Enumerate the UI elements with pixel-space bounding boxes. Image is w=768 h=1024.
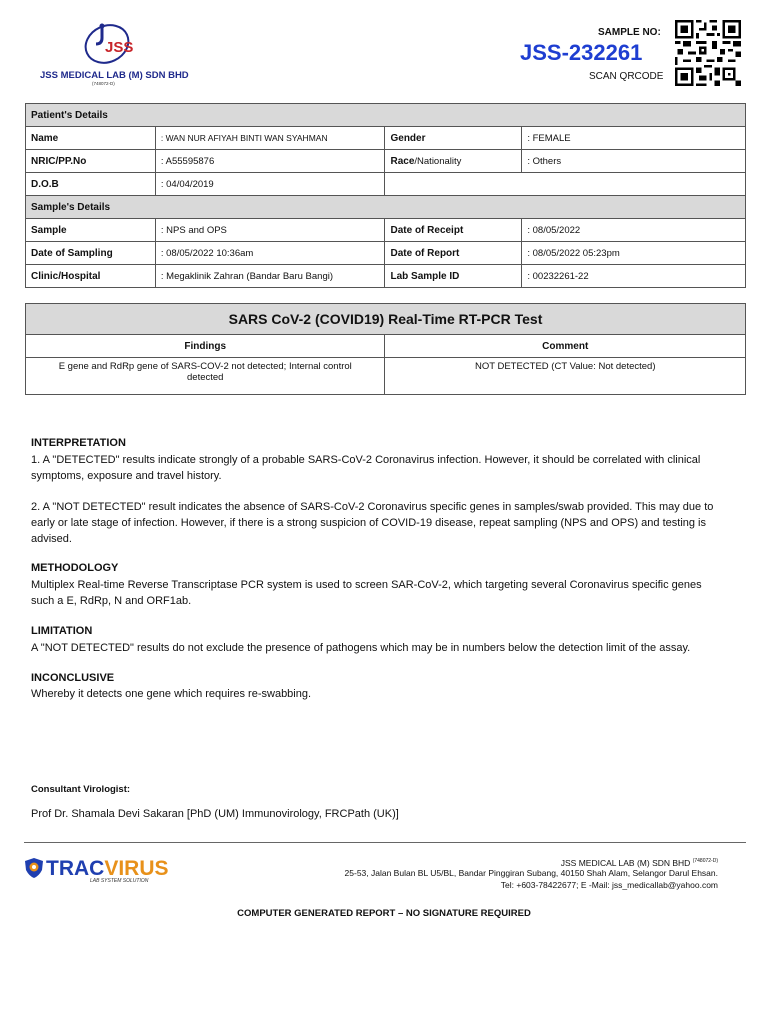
comment-header: Comment	[385, 335, 746, 358]
methodology-line-1: Multiplex Real-time Reverse Transcriptase PCR system is used to screen SAR-CoV-2, which targeting several Coronavirus specific genes	[31, 579, 702, 591]
details-table	[25, 103, 746, 288]
clinic-value: : Megaklinik Zahran (Bandar Baru Bangi)	[155, 265, 385, 288]
interpretation-p2-line-2: early or late stage of infection. However, if there is a strong suspicion of COVID-19 disease, repeat sampling (NPS and OPS) and testing is	[31, 517, 707, 529]
race-label: Race	[390, 155, 415, 167]
footer-contact: Tel: +603-78422677; E -Mail: jss_medicallab@yahoo.com	[500, 880, 718, 890]
date-of-sampling-label: Date of Sampling	[26, 242, 156, 265]
lab-name: JSS MEDICAL LAB (M) SDN BHD	[40, 70, 189, 81]
methodology-heading: METHODOLOGY	[31, 562, 119, 574]
findings-line-1: E gene and RdRp gene of SARS-COV-2 not detected; Internal control	[58, 361, 352, 372]
gender-value: : FEMALE	[522, 127, 746, 150]
name-label: Name	[26, 127, 156, 150]
interpretation-p2-line-3: advised.	[31, 533, 72, 545]
race-value: : Others	[522, 150, 746, 173]
date-of-receipt-value: : 08/05/2022	[522, 219, 746, 242]
interpretation-paragraph-2	[31, 499, 731, 547]
sample-label: Sample	[26, 219, 156, 242]
findings-cell	[26, 358, 385, 395]
empty-cell	[385, 173, 746, 196]
interpretation-p2-line-1: 2. A "NOT DETECTED" result indicates the absence of SARS-CoV-2 Coronavirus specific genes in samples/swab provided. This may due to	[31, 501, 714, 513]
test-title: SARS CoV-2 (COVID19) Real-Time RT-PCR Test	[26, 304, 746, 335]
gender-label: Gender	[385, 127, 522, 150]
results-table	[25, 303, 746, 395]
jss-logo-text: JSS	[105, 39, 134, 56]
lab-sample-id-value: : 00232261-22	[522, 265, 746, 288]
footer-divider	[24, 842, 746, 843]
tracvirus-virus: VIRUS	[104, 857, 169, 880]
date-of-report-value: : 08/05/2022 05:23pm	[522, 242, 746, 265]
patient-details-heading: Patient's Details	[26, 104, 746, 127]
sample-no-label: SAMPLE NO:	[598, 27, 661, 38]
date-of-receipt-label: Date of Receipt	[385, 219, 522, 242]
limitation-line-1: A "NOT DETECTED" results do not exclude the presence of pathogens which may be in numbers below the detection limit of the assay.	[31, 642, 691, 654]
interpretation-paragraph-1	[31, 452, 731, 484]
computer-generated-note: COMPUTER GENERATED REPORT – NO SIGNATURE REQUIRED	[237, 908, 531, 919]
date-of-sampling-value: : 08/05/2022 10:36am	[155, 242, 385, 265]
footer-company-reg: (748072-D)	[692, 858, 718, 864]
inconclusive-line-1: Whereby it detects one gene which requires re-swabbing.	[31, 688, 312, 700]
consultant-name: Prof Dr. Shamala Devi Sakaran [PhD (UM) Immunovirology, FRCPath (UK)]	[31, 808, 399, 820]
findings-line-2: detected	[187, 372, 224, 383]
tracvirus-subtitle: LAB SYSTEM SOLUTION	[90, 878, 149, 884]
interpretation-p1-line-1: 1. A "DETECTED" results indicate strongly of a probable SARS-CoV-2 Coronavirus infection. However, it should be correlated with clinical	[31, 454, 701, 466]
dob-label: D.O.B	[26, 173, 156, 196]
sample-value: : NPS and OPS	[155, 219, 385, 242]
jss-logo	[80, 20, 140, 70]
methodology-text	[31, 577, 731, 609]
interpretation-p1-line-2: symptoms, exposure and travel history.	[31, 470, 222, 482]
inconclusive-heading: INCONCLUSIVE	[31, 672, 115, 684]
scan-qrcode-label: SCAN QRCODE	[589, 71, 664, 82]
tracvirus-shield-icon	[24, 857, 44, 879]
lab-sample-id-label: Lab Sample ID	[385, 265, 522, 288]
sample-details-heading: Sample's Details	[26, 196, 746, 219]
nric-value: : A55595876	[155, 150, 385, 173]
sample-number: JSS-232261	[520, 40, 643, 65]
methodology-line-2: such a E, RdRp, N and ORF1ab.	[31, 595, 192, 607]
footer-address: 25-53, Jalan Bulan BL U5/BL, Bandar Pinggiran Subang, 40150 Shah Alam, Selangor Darul Ehsan.	[344, 868, 718, 878]
dob-value: : 04/04/2019	[155, 173, 385, 196]
tracvirus-trac: TRAC	[46, 857, 105, 880]
comment-value: NOT DETECTED (CT Value: Not detected)	[385, 358, 746, 395]
interpretation-heading: INTERPRETATION	[31, 437, 126, 449]
consultant-label: Consultant Virologist:	[31, 784, 131, 795]
qr-code-icon[interactable]	[674, 20, 742, 86]
nationality-label: /Nationality	[414, 155, 462, 167]
name-value: : WAN NUR AFIYAH BINTI WAN SYAHMAN	[155, 127, 385, 150]
date-of-report-label: Date of Report	[385, 242, 522, 265]
findings-header: Findings	[26, 335, 385, 358]
clinic-label: Clinic/Hospital	[26, 265, 156, 288]
race-label-cell	[385, 150, 522, 173]
lab-reg: (748072-D)	[92, 81, 115, 86]
nric-label: NRIC/PP.No	[26, 150, 156, 173]
footer-company-name: JSS MEDICAL LAB (M) SDN BHD	[560, 857, 691, 868]
limitation-heading: LIMITATION	[31, 625, 93, 637]
